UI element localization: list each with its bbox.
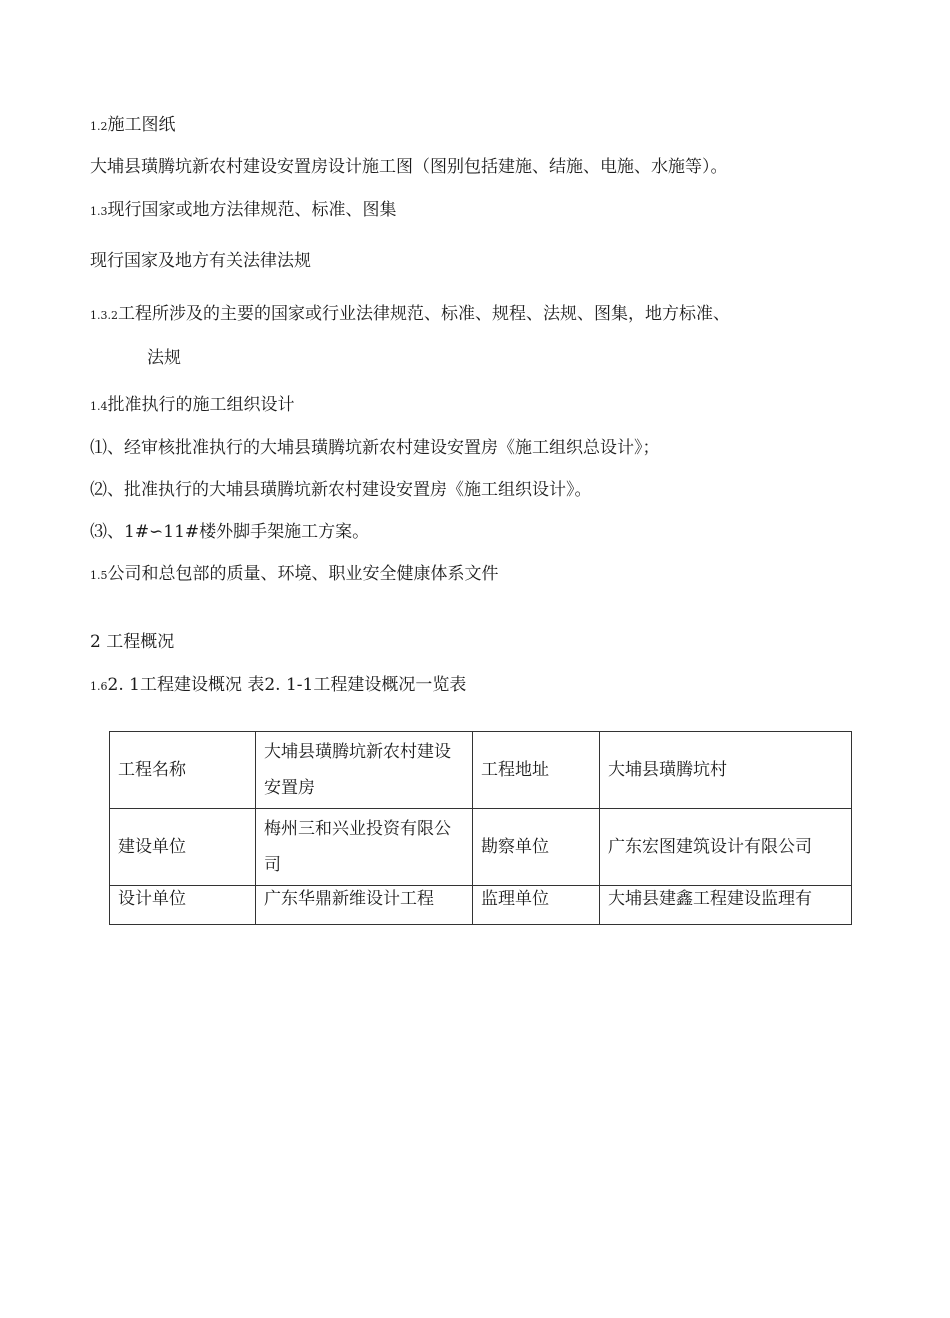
table-cell-value: 广东华鼎新维设计工程 (256, 886, 473, 925)
heading-1-5 (90, 562, 499, 588)
heading-1-3 (90, 198, 397, 224)
list-item: ⑴、经审核批准执行的大埔县璜腾坑新农村建设安置房《施工组织总设计》； (90, 438, 660, 458)
table-cell-value: 大埔县璜腾坑新农村建设安置房 (256, 732, 473, 809)
section-number: 1.2 (90, 120, 108, 133)
section-title: 现行国家或地方法律规范、标准、图集 (107, 200, 397, 220)
table-row (110, 732, 852, 809)
heading-1-3-2 (90, 302, 730, 328)
section-title: 公司和总包部的质量、环境、职业安全健康体系文件 (107, 564, 499, 584)
section-title: 工程所涉及的主要的国家或行业法律规范、标准、规程、法规、图集，地方标准、 (118, 304, 730, 324)
paragraph-drawings: 大埔县璜腾坑新农村建设安置房设计施工图（图别包括建施、结施、电施、水施等）。 (90, 157, 728, 177)
table-cell-label: 设计单位 (110, 886, 256, 925)
heading-1-3-2-continuation: 法规 (147, 348, 181, 368)
section-number: 1.3.2 (90, 309, 118, 322)
section-number: 1.5 (90, 569, 108, 582)
table-row (110, 886, 852, 925)
table-cell-value: 大埔县璜腾坑村 (600, 732, 852, 809)
section-title: 施工图纸 (107, 115, 176, 135)
table-cell-value: 大埔县建鑫工程建设监理有 (600, 886, 852, 925)
paragraph-laws: 现行国家及地方有关法律法规 (90, 251, 311, 271)
project-overview-table (109, 731, 852, 925)
heading-2: 2 工程概况 (90, 632, 175, 652)
table-cell-label: 工程地址 (473, 732, 600, 809)
table-cell-label: 监理单位 (473, 886, 600, 925)
section-title: 2. 1工程建设概况 表2. 1-1工程建设概况一览表 (107, 675, 467, 695)
table-cell-label: 工程名称 (110, 732, 256, 809)
table-cell-label: 勘察单位 (473, 809, 600, 886)
heading-1-6 (90, 673, 466, 699)
section-title: 批准执行的施工组织设计 (107, 395, 295, 415)
section-number: 1.3 (90, 205, 108, 218)
section-number: 1.6 (90, 680, 108, 693)
table-cell-label: 建设单位 (110, 809, 256, 886)
table-cell-value: 梅州三和兴业投资有限公司 (256, 809, 473, 886)
list-item: ⑶、1#∽11#楼外脚手架施工方案。 (90, 522, 370, 542)
heading-1-2 (90, 113, 176, 139)
table-row (110, 809, 852, 886)
heading-1-4 (90, 393, 295, 419)
list-item: ⑵、批准执行的大埔县璜腾坑新农村建设安置房《施工组织设计》。 (90, 480, 592, 500)
section-number: 1.4 (90, 400, 108, 413)
table-cell-value: 广东宏图建筑设计有限公司 (600, 809, 852, 886)
